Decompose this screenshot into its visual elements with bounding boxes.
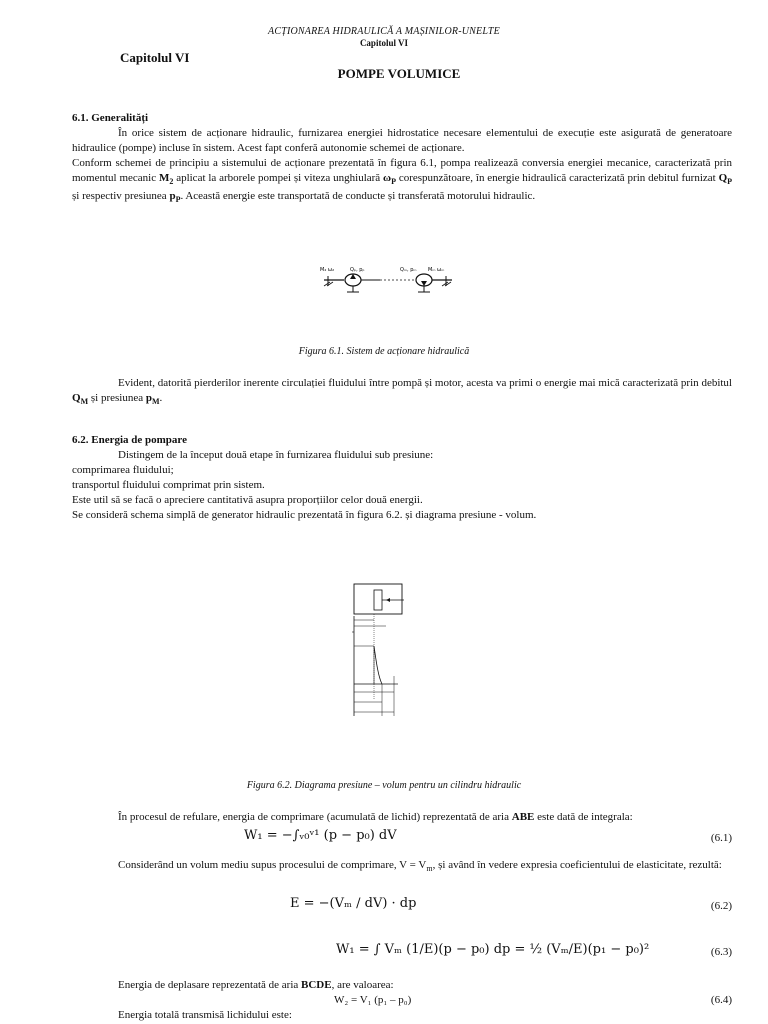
equation-6-3: W₁ = ∫ Vₘ (1/E)(p − p₀) dp = ½ (Vₘ/E)(p₁ − p₀)² <box>336 942 650 957</box>
equation-6-3-number: (6.3) <box>710 946 732 958</box>
fig61-label-pump: Qₚ, pₚ <box>350 267 365 273</box>
paragraph-pompare-3: transportul fluidului comprimat prin sistem. <box>72 479 265 491</box>
section-heading-6-1: 6.1. Generalități <box>72 112 149 124</box>
paragraph-pompare-5: Se consideră schema simplă de generator hidraulic prezentată în figura 6.2. și diagrama presiune - volum. <box>72 509 537 521</box>
equation-6-1-number: (6.1) <box>710 832 732 844</box>
equation-6-1: W₁ = −∫ᵥ₀ᵛ¹ (p − p₀) dV <box>244 828 397 843</box>
paragraph-deplasare: Energia de deplasare reprezentată de aria BCDE, are valoarea: <box>118 979 394 991</box>
paragraph-energia-totala: Energia totală transmisă lichidului este: <box>118 1009 292 1021</box>
figure-6-2-caption: Figura 6.2. Diagrama presiune – volum pentru un cilindru hidraulic <box>246 780 522 791</box>
figure-6-1-diagram <box>316 262 456 302</box>
paragraph-generalitati-1: În orice sistem de acționare hidraulic, furnizarea energiei hidrostatice necesare elementului de execuție este asigurată de generatoare hidraulice (pompe) incluse în sistem. Acest fapt conferă autonomie schemei de acționare. <box>72 127 732 154</box>
fig61-label-right: Mₘ ωₘ <box>428 267 445 273</box>
running-title: ACȚIONAREA HIDRAULICĂ A MAȘINILOR-UNELTE <box>268 26 500 37</box>
fig61-label-left: M₂ ω₂ <box>320 267 335 273</box>
paragraph-volum-mediu: Considerând un volum mediu supus procesului de comprimare, $V = V_m$, și având în vedere expresia coeficientului de elasticitate, rezultă: <box>118 859 722 874</box>
chapter-title: POMPE VOLUMICE <box>337 66 461 81</box>
chapter-label: Capitolul VI <box>120 50 190 65</box>
running-chapter: Capitolul VI <box>359 38 409 48</box>
paragraph-generalitati-2: Conform schemei de principiu a sistemului de acționare prezentată în figura 6.1, pompa realizează conversia energiei mecanice, caracterizată prin momentul mecanic $M_2$ aplicat la arborele pompei și viteza unghiulară $\omega_P$ corespunzătoare, în energie hidraulică caracterizată prin debitul furnizat $Q_P$ și respectiv presiunea $p_P$. Această energie este transportată de conducte și transferată motorului hidraulic. <box>72 157 733 205</box>
figure-6-2-diagram <box>346 580 416 720</box>
equation-6-2-number: (6.2) <box>710 900 732 912</box>
fig61-label-motor: Qₘ, pₘ <box>400 267 417 273</box>
equation-6-2: E = −(Vₘ / dV) · dp <box>290 896 417 911</box>
equation-6-4-number: (6.4) <box>710 994 732 1006</box>
paragraph-refulare: În procesul de refulare, energia de comprimare (acumulată de lichid) reprezentată de aria ABE este dată de integrala: <box>118 811 633 823</box>
section-heading-6-2: 6.2. Energia de pompare <box>72 434 187 446</box>
figure-6-1-caption: Figura 6.1. Sistem de acționare hidraulică <box>298 346 470 357</box>
paragraph-generalitati-3: Evident, datorită pierderilor inerente circulației fluidului între pompă și motor, acesta va primi o energie mai mică caracterizată prin debitul $Q_M$ și presiunea $p_M$. <box>72 377 732 407</box>
paragraph-pompare-2: comprimarea fluidului; <box>72 464 174 476</box>
equation-6-4: W₂ = V₁ (p₁ – p₀) <box>334 994 412 1006</box>
paragraph-pompare-1: Distingem de la început două etape în furnizarea fluidului sub presiune: <box>118 449 434 461</box>
paragraph-pompare-4: Este util să se facă o apreciere cantitativă asupra proporțiilor celor două energii. <box>72 494 423 506</box>
